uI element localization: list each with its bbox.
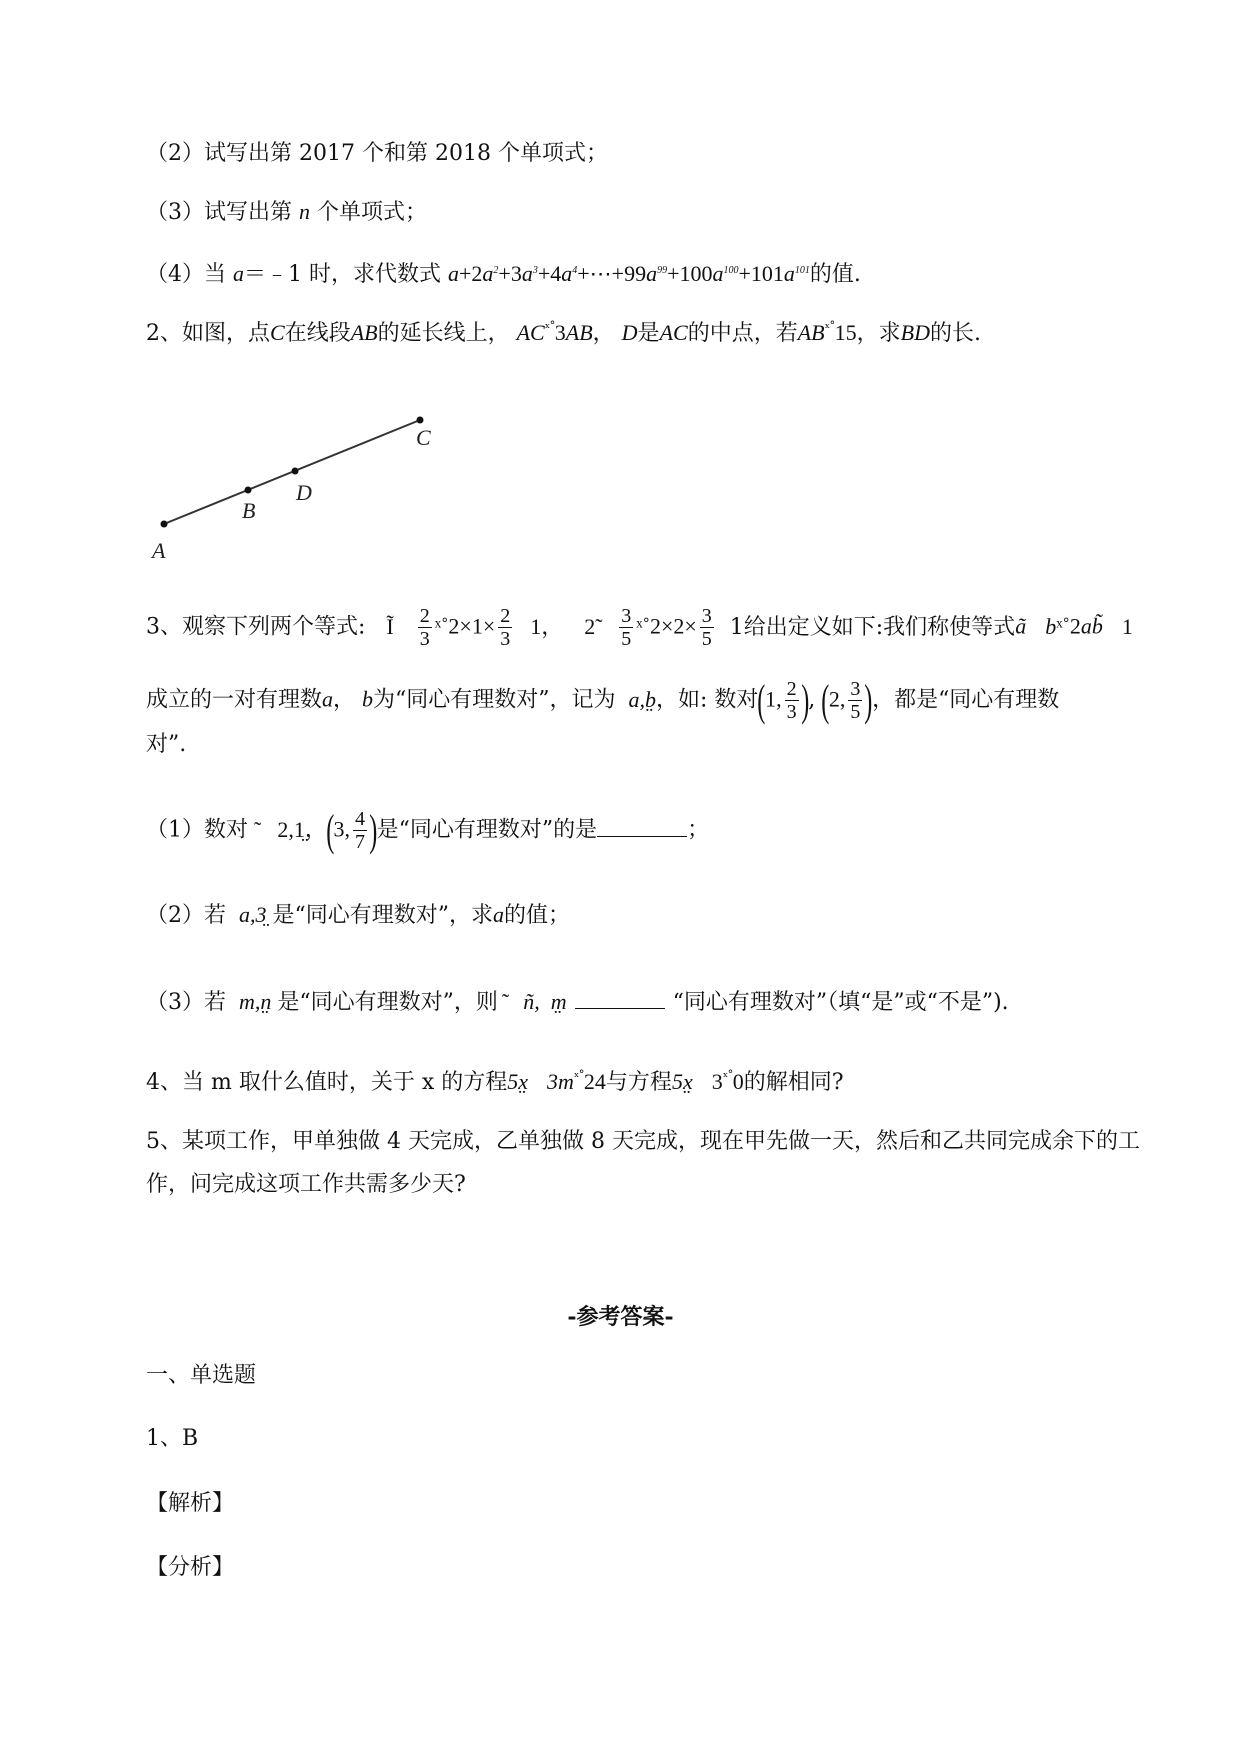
answer-blank-1 [597, 814, 687, 837]
q3-line2: 成立的一对有理数a， b为“同心有理数对”，记为 a,b̤，如: 数对(1, $\frac{2}{3}$ ), (2, $\frac{3}{5}$ )，都是“同心有理数 [146, 675, 1060, 725]
point-A [161, 521, 168, 528]
q3-sub3: （3）若 m,n̤ 是“同心有理数对”，则 ˜ ñ, m̤ “同心有理数对”（填“是”或“不是”). [146, 986, 1009, 1018]
q1-part3: （3）试写出第 n 个单项式； [146, 199, 427, 225]
analysis-label: 【解析】 [146, 1491, 235, 1516]
answers-section: 一、单选题 [146, 1363, 257, 1388]
answer-item-1: 1、B [146, 1426, 199, 1451]
label-A: A [152, 538, 166, 563]
line-segment-figure [150, 400, 470, 570]
q5-line2: 作，问完成这项工作共需多少天? [146, 1172, 466, 1197]
answer-blank-3 [575, 986, 665, 1009]
q2-statement: 2、如图，点C在线段AB的延长线上， $AC^{ˣ˚}3AB$， D是AC的中点，若$AB^{ˣ˚}15$，求BD的长. [146, 320, 981, 346]
answers-heading: -参考答案- [567, 1304, 674, 1330]
point-C [417, 417, 424, 424]
q3-sub2: （2）若 a,3̤ 是“同心有理数对”，求a的值； [146, 902, 571, 928]
q4-statement: 4、当 m 取什么值时，关于 x 的方程5x̤ $3m^{ˣ˚}24$与方程5x̤ $3^{ˣ˚}0$的解相同? [146, 1069, 844, 1095]
point-B [245, 487, 252, 494]
label-B: B [242, 498, 256, 523]
q1-part4: （4）当 a＝﹣1 时，求代数式 $a+2a^2+3a^3+4a^4+\cdots+99a^{99}+100a^{100}+101a^{101}$的值. [146, 261, 861, 287]
q5-line1: 5、某项工作，甲单独做 4 天完成，乙单独做 8 天完成，现在甲先做一天，然后和乙共同完成余下的工 [146, 1129, 1140, 1154]
q3-line3: 对”. [146, 732, 187, 757]
q3-sub1: （1）数对 ˜ 2,1̤，(3, $\frac{4}{7}$ )是“同心有理数对”的是 ； [146, 805, 710, 855]
fenxi-label: 【分析】 [146, 1555, 235, 1580]
label-C: C [416, 425, 431, 450]
point-D [292, 468, 299, 475]
label-D: D [296, 480, 312, 505]
q3-line1: 3、观察下列两个等式: Ĩ $\frac{2}{3}$ ˣ˚2×1× $\frac{2}{3}$ 1， 2̃ $\frac{3}{5}$ ˣ˚2×2× $\frac{3}{5}$ 1给出定义如下:我们称使等式ã bˣ˚2ab̃ 1 [146, 605, 1133, 650]
q1-part2: （2）试写出第 2017 个和第 2018 个单项式； [146, 141, 608, 166]
polynomial-expression: $a+2a^2+3a^3+4a^4+\cdots+99a^{99}+100a^{100}+101a^{101}$ [447, 261, 810, 286]
